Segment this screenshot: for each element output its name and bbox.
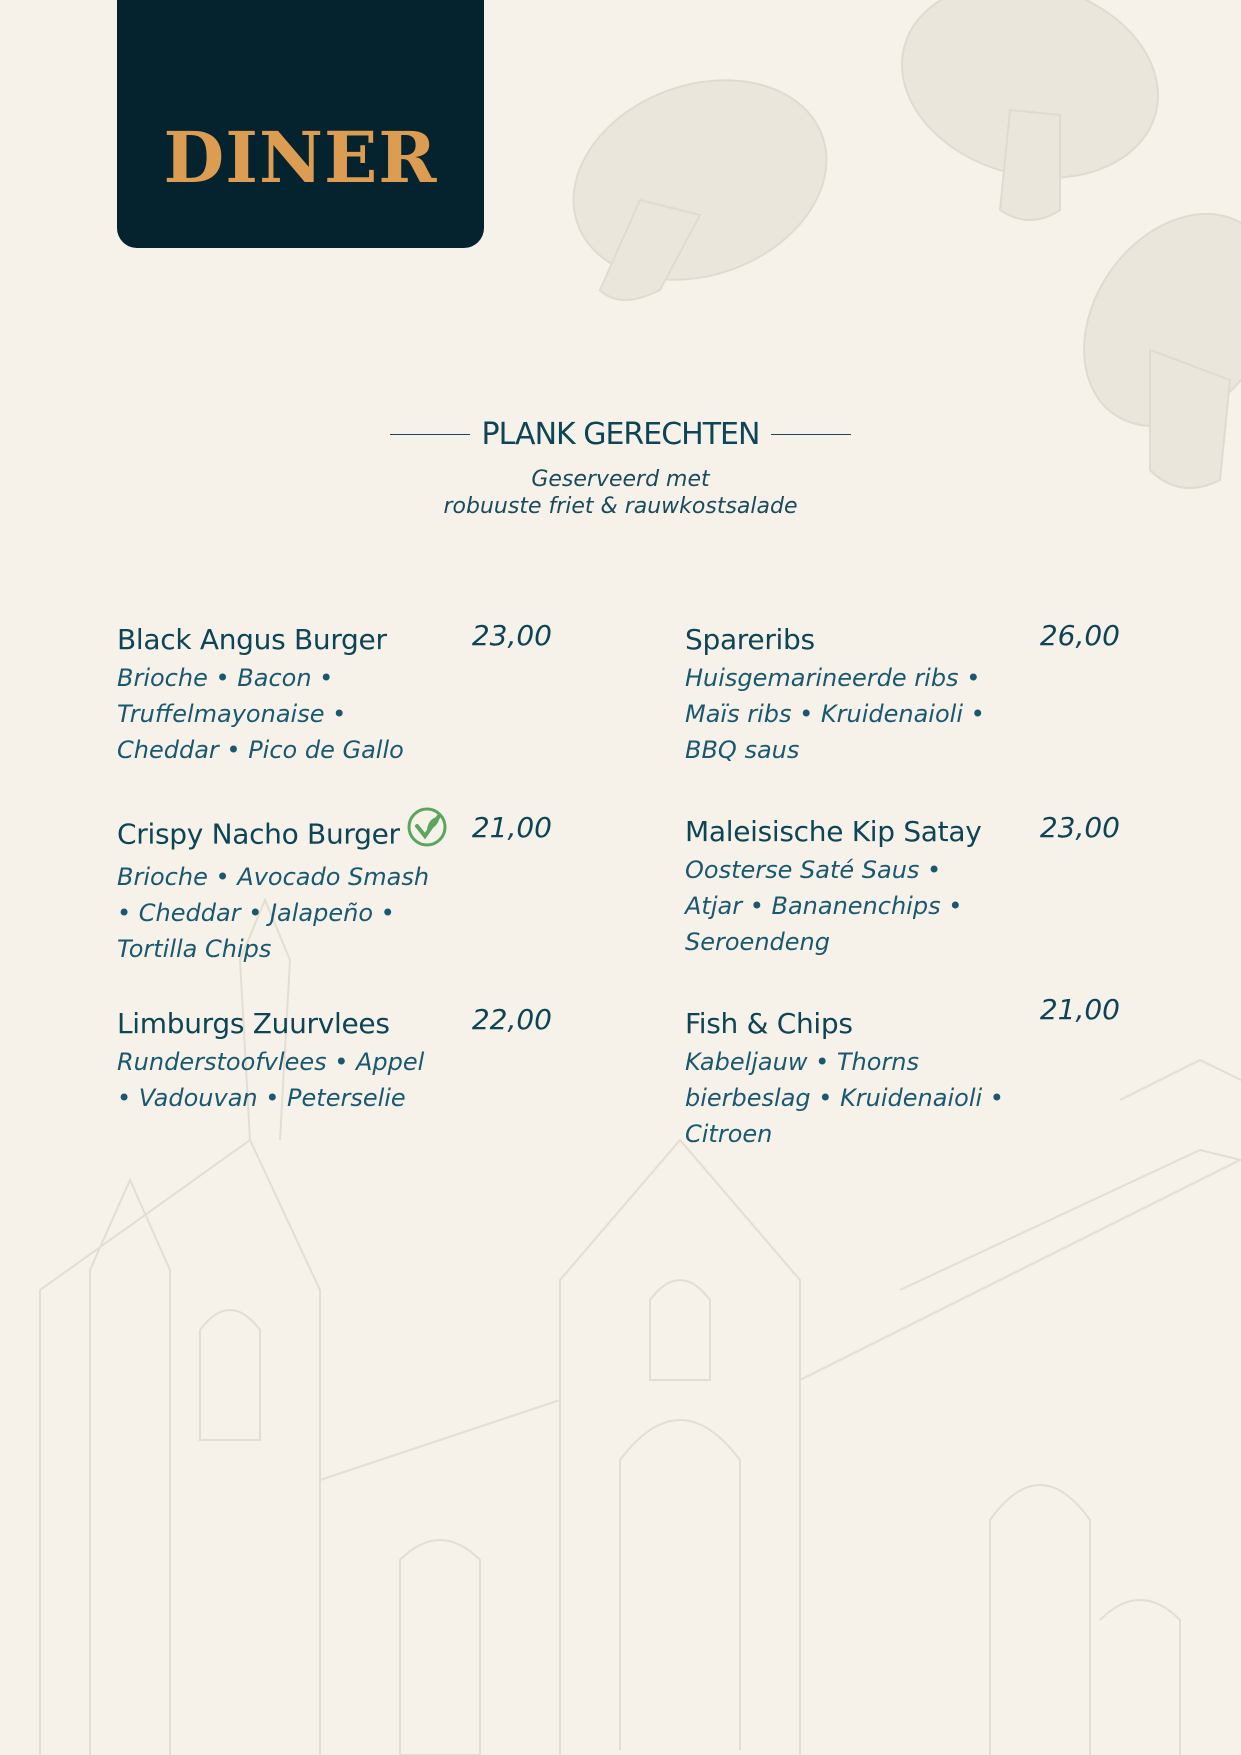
menu-item <box>685 812 1120 1004</box>
desc-line: • Cheddar • Jalapeño • <box>117 899 395 927</box>
desc-line: Runderstoofvlees • Appel <box>117 1048 425 1076</box>
desc-line: Tortilla Chips <box>117 935 272 963</box>
title-banner <box>117 0 484 248</box>
menu-title: DINER <box>163 115 438 199</box>
item-price: 26,00 <box>1039 619 1120 652</box>
desc-line: Citroen <box>685 1120 773 1148</box>
item-description <box>117 859 447 967</box>
menu-item <box>117 620 552 812</box>
item-price: 23,00 <box>471 619 552 652</box>
desc-line: Huisgemarineerde ribs • <box>685 664 981 692</box>
vegetarian-leaf-check-icon <box>406 806 448 859</box>
menu-item <box>685 620 1120 812</box>
item-name: Limburgs Zuurvlees <box>117 1007 390 1040</box>
menu-column-left <box>117 620 552 1116</box>
desc-line: Brioche • Bacon • <box>117 664 334 692</box>
desc-line: Seroendeng <box>685 928 830 956</box>
desc-line: BBQ saus <box>685 736 800 764</box>
item-price: 23,00 <box>1039 811 1120 844</box>
item-price: 22,00 <box>471 1003 552 1036</box>
desc-line: Brioche • Avocado Smash <box>117 863 430 891</box>
section-header <box>0 417 1241 520</box>
section-title-row <box>0 417 1241 452</box>
subtitle-line-1: Geserveerd met <box>531 467 710 492</box>
menu-item <box>685 993 1120 1152</box>
item-name: Fish & Chips <box>685 1007 853 1040</box>
menu-column-right <box>685 620 1120 1152</box>
title-rule-left <box>390 434 470 435</box>
desc-line: Truffelmayonaise • <box>117 700 347 728</box>
item-name: Maleisische Kip Satay <box>685 815 982 848</box>
desc-line: Atjar • Bananenchips • <box>685 892 963 920</box>
mushroom-illustration <box>545 0 1241 488</box>
desc-line: • Vadouvan • Peterselie <box>117 1084 406 1112</box>
item-description <box>117 1044 447 1116</box>
item-description <box>117 660 447 768</box>
desc-line: Maïs ribs • Kruidenaioli • <box>685 700 985 728</box>
section-title: PLANK GERECHTEN <box>481 417 760 452</box>
item-name: Black Angus Burger <box>117 623 387 656</box>
item-description <box>685 660 1015 768</box>
item-price: 21,00 <box>471 811 552 844</box>
menu-item <box>117 1004 552 1116</box>
desc-line: Cheddar • Pico de Gallo <box>117 736 404 764</box>
item-description <box>685 1044 1015 1152</box>
item-name: Crispy Nacho Burger <box>117 817 400 851</box>
subtitle-line-2: robuuste friet & rauwkostsalade <box>443 494 798 519</box>
desc-line: bierbeslag • Kruidenaioli • <box>685 1084 1004 1112</box>
item-name: Spareribs <box>685 623 815 656</box>
desc-line: Oosterse Saté Saus • <box>685 856 942 884</box>
desc-line: Kabeljauw • Thorns <box>685 1048 920 1076</box>
section-subtitle <box>0 466 1241 520</box>
item-price: 21,00 <box>1039 993 1120 1026</box>
title-rule-right <box>771 434 851 435</box>
item-description <box>685 852 1015 960</box>
menu-item <box>117 812 552 1004</box>
